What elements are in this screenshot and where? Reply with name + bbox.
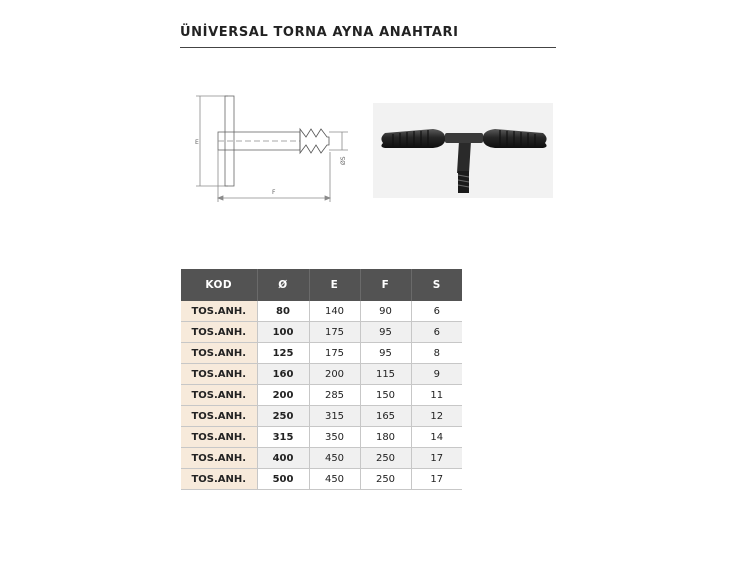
cell-kod: TOS.ANH.	[181, 427, 257, 448]
header-e: E	[309, 269, 360, 301]
cell-s: 12	[411, 406, 462, 427]
cell-kod: TOS.ANH.	[181, 406, 257, 427]
cell-diameter: 100	[257, 322, 309, 343]
cell-s: 11	[411, 385, 462, 406]
header-kod: KOD	[181, 269, 257, 301]
cell-kod: TOS.ANH.	[181, 385, 257, 406]
product-photo	[373, 103, 553, 198]
cell-f: 165	[360, 406, 411, 427]
cell-f: 150	[360, 385, 411, 406]
technical-drawing	[190, 92, 360, 207]
cell-kod: TOS.ANH.	[181, 364, 257, 385]
spec-table	[181, 269, 462, 490]
cell-f: 180	[360, 427, 411, 448]
cell-e: 450	[309, 469, 360, 490]
table-row	[181, 343, 462, 364]
cell-f: 95	[360, 343, 411, 364]
header-diameter: Ø	[257, 269, 309, 301]
cell-s: 6	[411, 301, 462, 322]
cell-f: 250	[360, 469, 411, 490]
cell-kod: TOS.ANH.	[181, 343, 257, 364]
header-s: S	[411, 269, 462, 301]
cell-f: 90	[360, 301, 411, 322]
cell-e: 315	[309, 406, 360, 427]
dimension-label-f: F	[272, 189, 276, 196]
cell-e: 175	[309, 322, 360, 343]
table-row	[181, 322, 462, 343]
cell-e: 285	[309, 385, 360, 406]
cell-diameter: 400	[257, 448, 309, 469]
header-f: F	[360, 269, 411, 301]
cell-s: 14	[411, 427, 462, 448]
cell-diameter: 200	[257, 385, 309, 406]
cell-kod: TOS.ANH.	[181, 301, 257, 322]
table-row	[181, 385, 462, 406]
cell-s: 9	[411, 364, 462, 385]
title-divider	[180, 47, 556, 48]
table-row	[181, 301, 462, 322]
cell-diameter: 315	[257, 427, 309, 448]
table-header-row	[181, 269, 462, 301]
cell-e: 450	[309, 448, 360, 469]
cell-kod: TOS.ANH.	[181, 448, 257, 469]
cell-diameter: 500	[257, 469, 309, 490]
table-row	[181, 364, 462, 385]
table-row	[181, 427, 462, 448]
cell-diameter: 80	[257, 301, 309, 322]
cell-kod: TOS.ANH.	[181, 469, 257, 490]
cell-e: 140	[309, 301, 360, 322]
cell-e: 200	[309, 364, 360, 385]
cell-diameter: 250	[257, 406, 309, 427]
page-title: ÜNİVERSAL TORNA AYNA ANAHTARI	[180, 25, 459, 40]
table-row	[181, 406, 462, 427]
dimension-label-e: E	[195, 139, 199, 146]
cell-s: 17	[411, 469, 462, 490]
table-row	[181, 469, 462, 490]
cell-f: 95	[360, 322, 411, 343]
dimension-label-s: ØS	[340, 156, 347, 165]
cell-diameter: 160	[257, 364, 309, 385]
cell-s: 6	[411, 322, 462, 343]
cell-s: 17	[411, 448, 462, 469]
cell-f: 250	[360, 448, 411, 469]
cell-diameter: 125	[257, 343, 309, 364]
cell-f: 115	[360, 364, 411, 385]
cell-e: 175	[309, 343, 360, 364]
cell-s: 8	[411, 343, 462, 364]
table-row	[181, 448, 462, 469]
cell-e: 350	[309, 427, 360, 448]
cell-kod: TOS.ANH.	[181, 322, 257, 343]
